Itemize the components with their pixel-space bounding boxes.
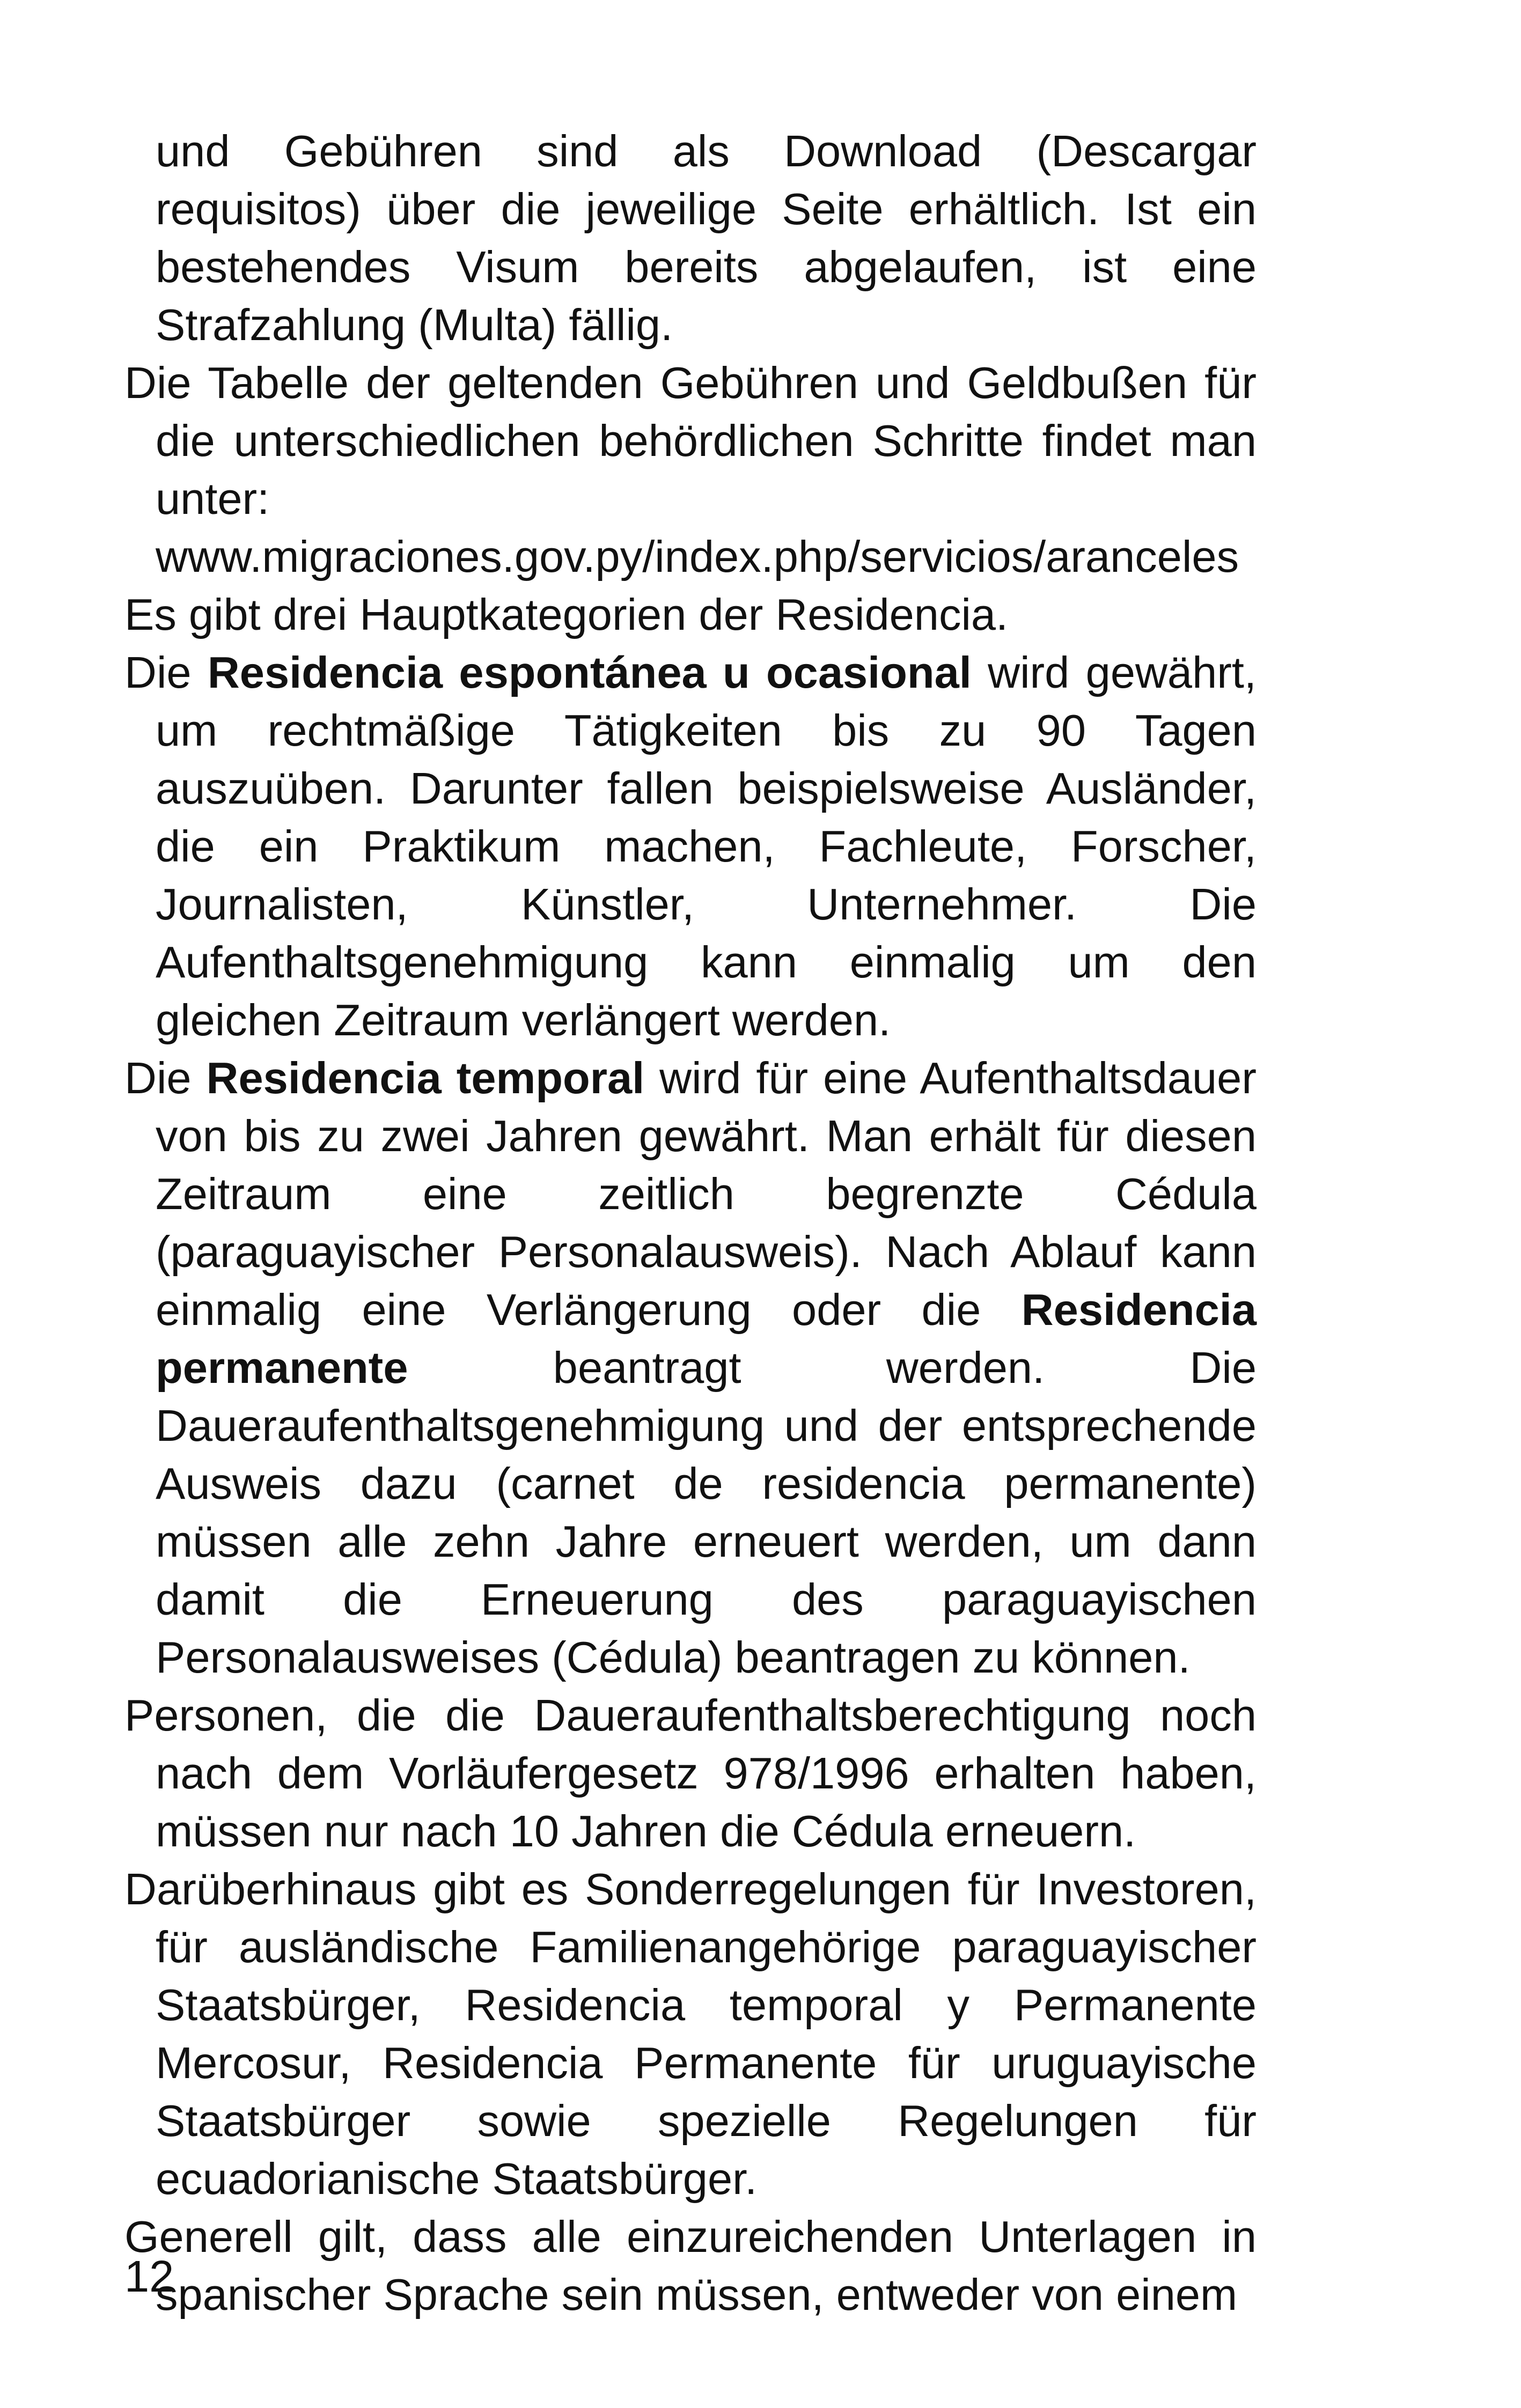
paragraph-text-end: beantragt werden. Die Daueraufenthaltsgenehmigung und der entsprechende Ausweis dazu (carnet de residencia permanente) müssen alle zehn Jahre erneuert werden, um dann damit die Erneuerung des paraguayischen Personalausweises (Cédula) beantragen zu können. [156,1343,1257,1682]
paragraph-text: Personen, die die Daueraufenthaltsberechtigung noch nach dem Vorläufergesetz 978/1996 erhalten haben, müssen nur nach 10 Jahren die Cédula erneuern. [124,1690,1257,1856]
term-residencia-permanente: Residencia permanente [156,1285,1257,1393]
paragraph-residencia-temporal [124,1049,1257,1687]
paragraph-text-start: Die [124,647,208,697]
page-number: 12 [124,2251,174,2301]
paragraph-residencia-espontanea [124,644,1257,1049]
paragraph-text-start: Die [124,1053,207,1103]
paragraph-fees-download [124,122,1257,354]
paragraph-text: Generell gilt, dass alle einzureichenden Unterlagen in spanischer Sprache sein müssen, entweder von einem [124,2212,1257,2319]
paragraph-spanish-documents [124,2208,1257,2324]
paragraph-old-law [124,1687,1257,1860]
paragraph-text-middle: wird für eine Aufenthaltsdauer von bis zu zwei Jahren gewährt. Man erhält für diesen Zeitraum eine zeitlich begrenzte Cédula (paraguayischer Personalausweis). Nach Ablauf kann einmalig eine Verlängerung oder die [156,1053,1257,1335]
paragraph-text: Darüberhinaus gibt es Sonderregelungen für Investoren, für ausländische Familienangehörige paraguayischer Staatsbürger, Residencia temporal y Permanente Mercosur, Residencia Permanente für uruguayische Staatsbürger sowie spezielle Regelungen für ecuadorianische Staatsbürger. [124,1864,1257,2204]
body-text [124,122,1257,2324]
fee-table-url: www.migraciones.gov.py/index.php/servicios/aranceles [156,532,1239,581]
paragraph-text: und Gebühren sind als Download (Descargar requisitos) über die jeweilige Seite erhältlich. Ist ein bestehendes Visum bereits abgelaufen, ist eine Strafzahlung (Multa) fällig. [156,126,1257,350]
paragraph-text: Es gibt drei Hauptkategorien der Residencia. [124,590,1009,639]
paragraph-main-categories [124,586,1257,644]
term-residencia-temporal: Residencia temporal [206,1053,645,1103]
term-residencia-espontanea: Residencia espontánea u ocasional [207,647,972,697]
paragraph-special-rules [124,1860,1257,2208]
paragraph-text-end: wird gewährt, um rechtmäßige Tätigkeiten bis zu 90 Tagen auszuüben. Darunter fallen beispielsweise Ausländer, die ein Praktikum machen, Fachleute, Forscher, Journalisten, Künstler, Unternehmer. Die Aufenthaltsgenehmigung kann einmalig um den gleichen Zeitraum verlängert werden. [156,647,1257,1045]
paragraph-text: Die Tabelle der geltenden Gebühren und Geldbußen für die unterschiedlichen behördlichen Schritte findet man unter: [124,358,1257,524]
paragraph-fee-table [124,354,1257,586]
